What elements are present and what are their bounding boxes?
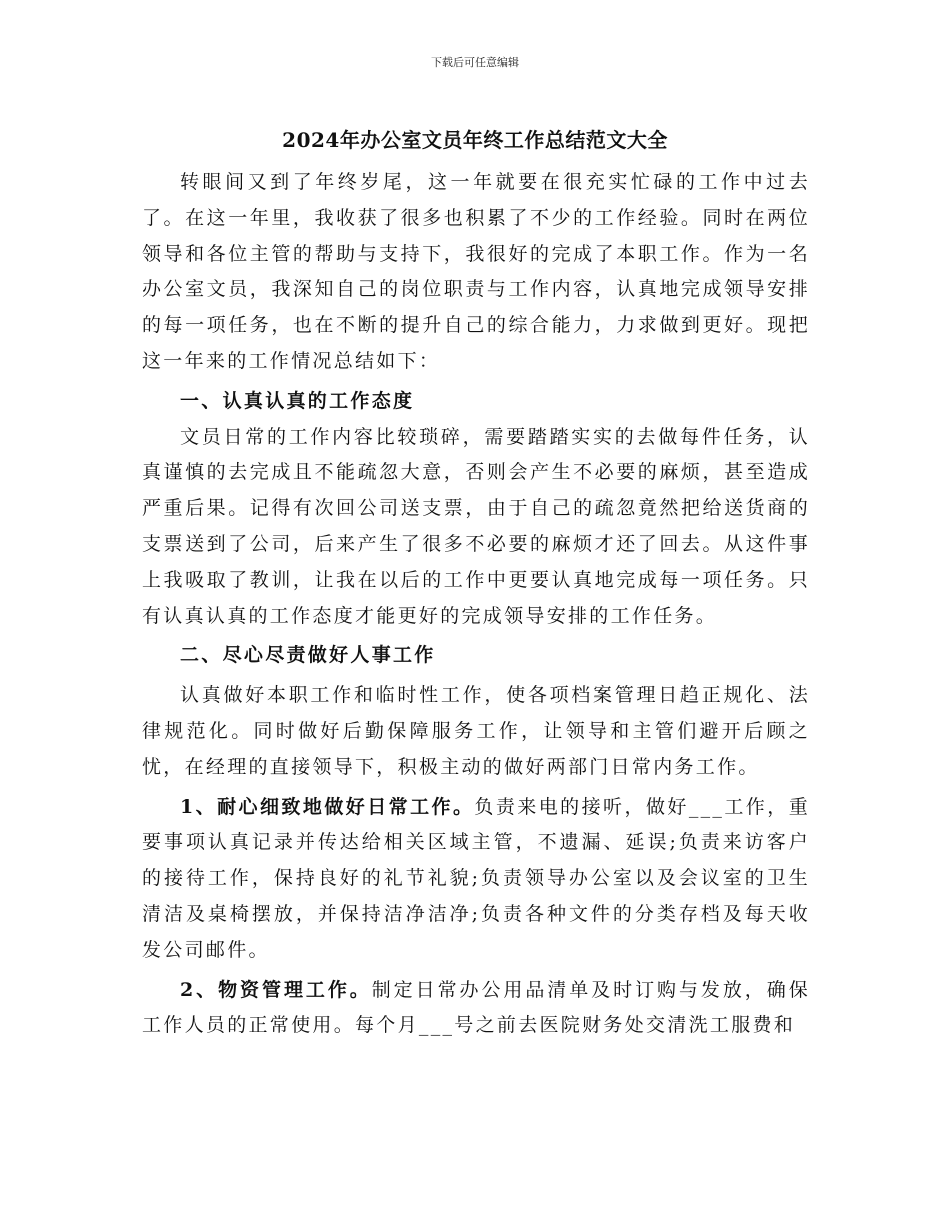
document-title: 2024年办公室文员年终工作总结范文大全	[282, 128, 668, 152]
item-2-body: 制定日常办公用品清单及时订购与发放，确保工作人员的正常使用。每个月___号之前去医院财务处交清洗工服费和	[142, 978, 810, 1037]
item-1-body: 负责来电的接听，做好___工作，重要事项认真记录并传达给相关区域主管，不遗漏、延误;负责来访客户的接待工作，保持良好的礼节礼貌;负责领导办公室以及会议室的卫生清洁及桌椅摆放，并保持洁净洁净;负责各种文件的分类存档及每天收发公司邮件。	[142, 795, 810, 961]
section-2-paragraph: 认真做好本职工作和临时性工作，使各项档案管理日趋正规化、法律规范化。同时做好后勤保障服务工作，让领导和主管们避开后顾之忧，在经理的直接领导下，积极主动的做好两部门日常内务工作。	[142, 684, 810, 778]
item-2-lead: 2、物资管理工作。	[180, 978, 372, 1001]
header-note: 下载后可任意编辑	[431, 56, 519, 69]
section-2-item-1	[142, 790, 810, 969]
section-1-paragraph: 文员日常的工作内容比较琐碎，需要踏踏实实的去做每件任务，认真谨慎的去完成且不能疏忽大意，否则会产生不必要的麻烦，甚至造成严重后果。记得有次回公司送支票，由于自己的疏忽竟然把给送货商的支票送到了公司，后来产生了很多不必要的麻烦才还了回去。从这件事上我吸取了教训，让我在以后的工作中更要认真地完成每一项任务。只有认真认真的工作态度才能更好的完成领导安排的工作任务。	[142, 425, 810, 627]
intro-paragraph: 转眼间又到了年终岁尾，这一年就要在很充实忙碌的工作中过去了。在这一年里，我收获了很多也积累了不少的工作经验。同时在两位领导和各位主管的帮助与支持下，我很好的完成了本职工作。作为一名办公室文员，我深知自己的岗位职责与工作内容，认真地完成领导安排的每一项任务，也在不断的提升自己的综合能力，力求做到更好。现把这一年来的工作情况总结如下：	[142, 171, 810, 372]
section-2-heading: 二、尽心尽责做好人事工作	[180, 644, 436, 667]
section-2-item-2	[142, 973, 810, 1045]
item-1-lead: 1、耐心细致地做好日常工作。	[180, 795, 475, 818]
section-1-heading: 一、认真认真的工作态度	[180, 389, 415, 412]
document-body	[142, 165, 810, 1044]
